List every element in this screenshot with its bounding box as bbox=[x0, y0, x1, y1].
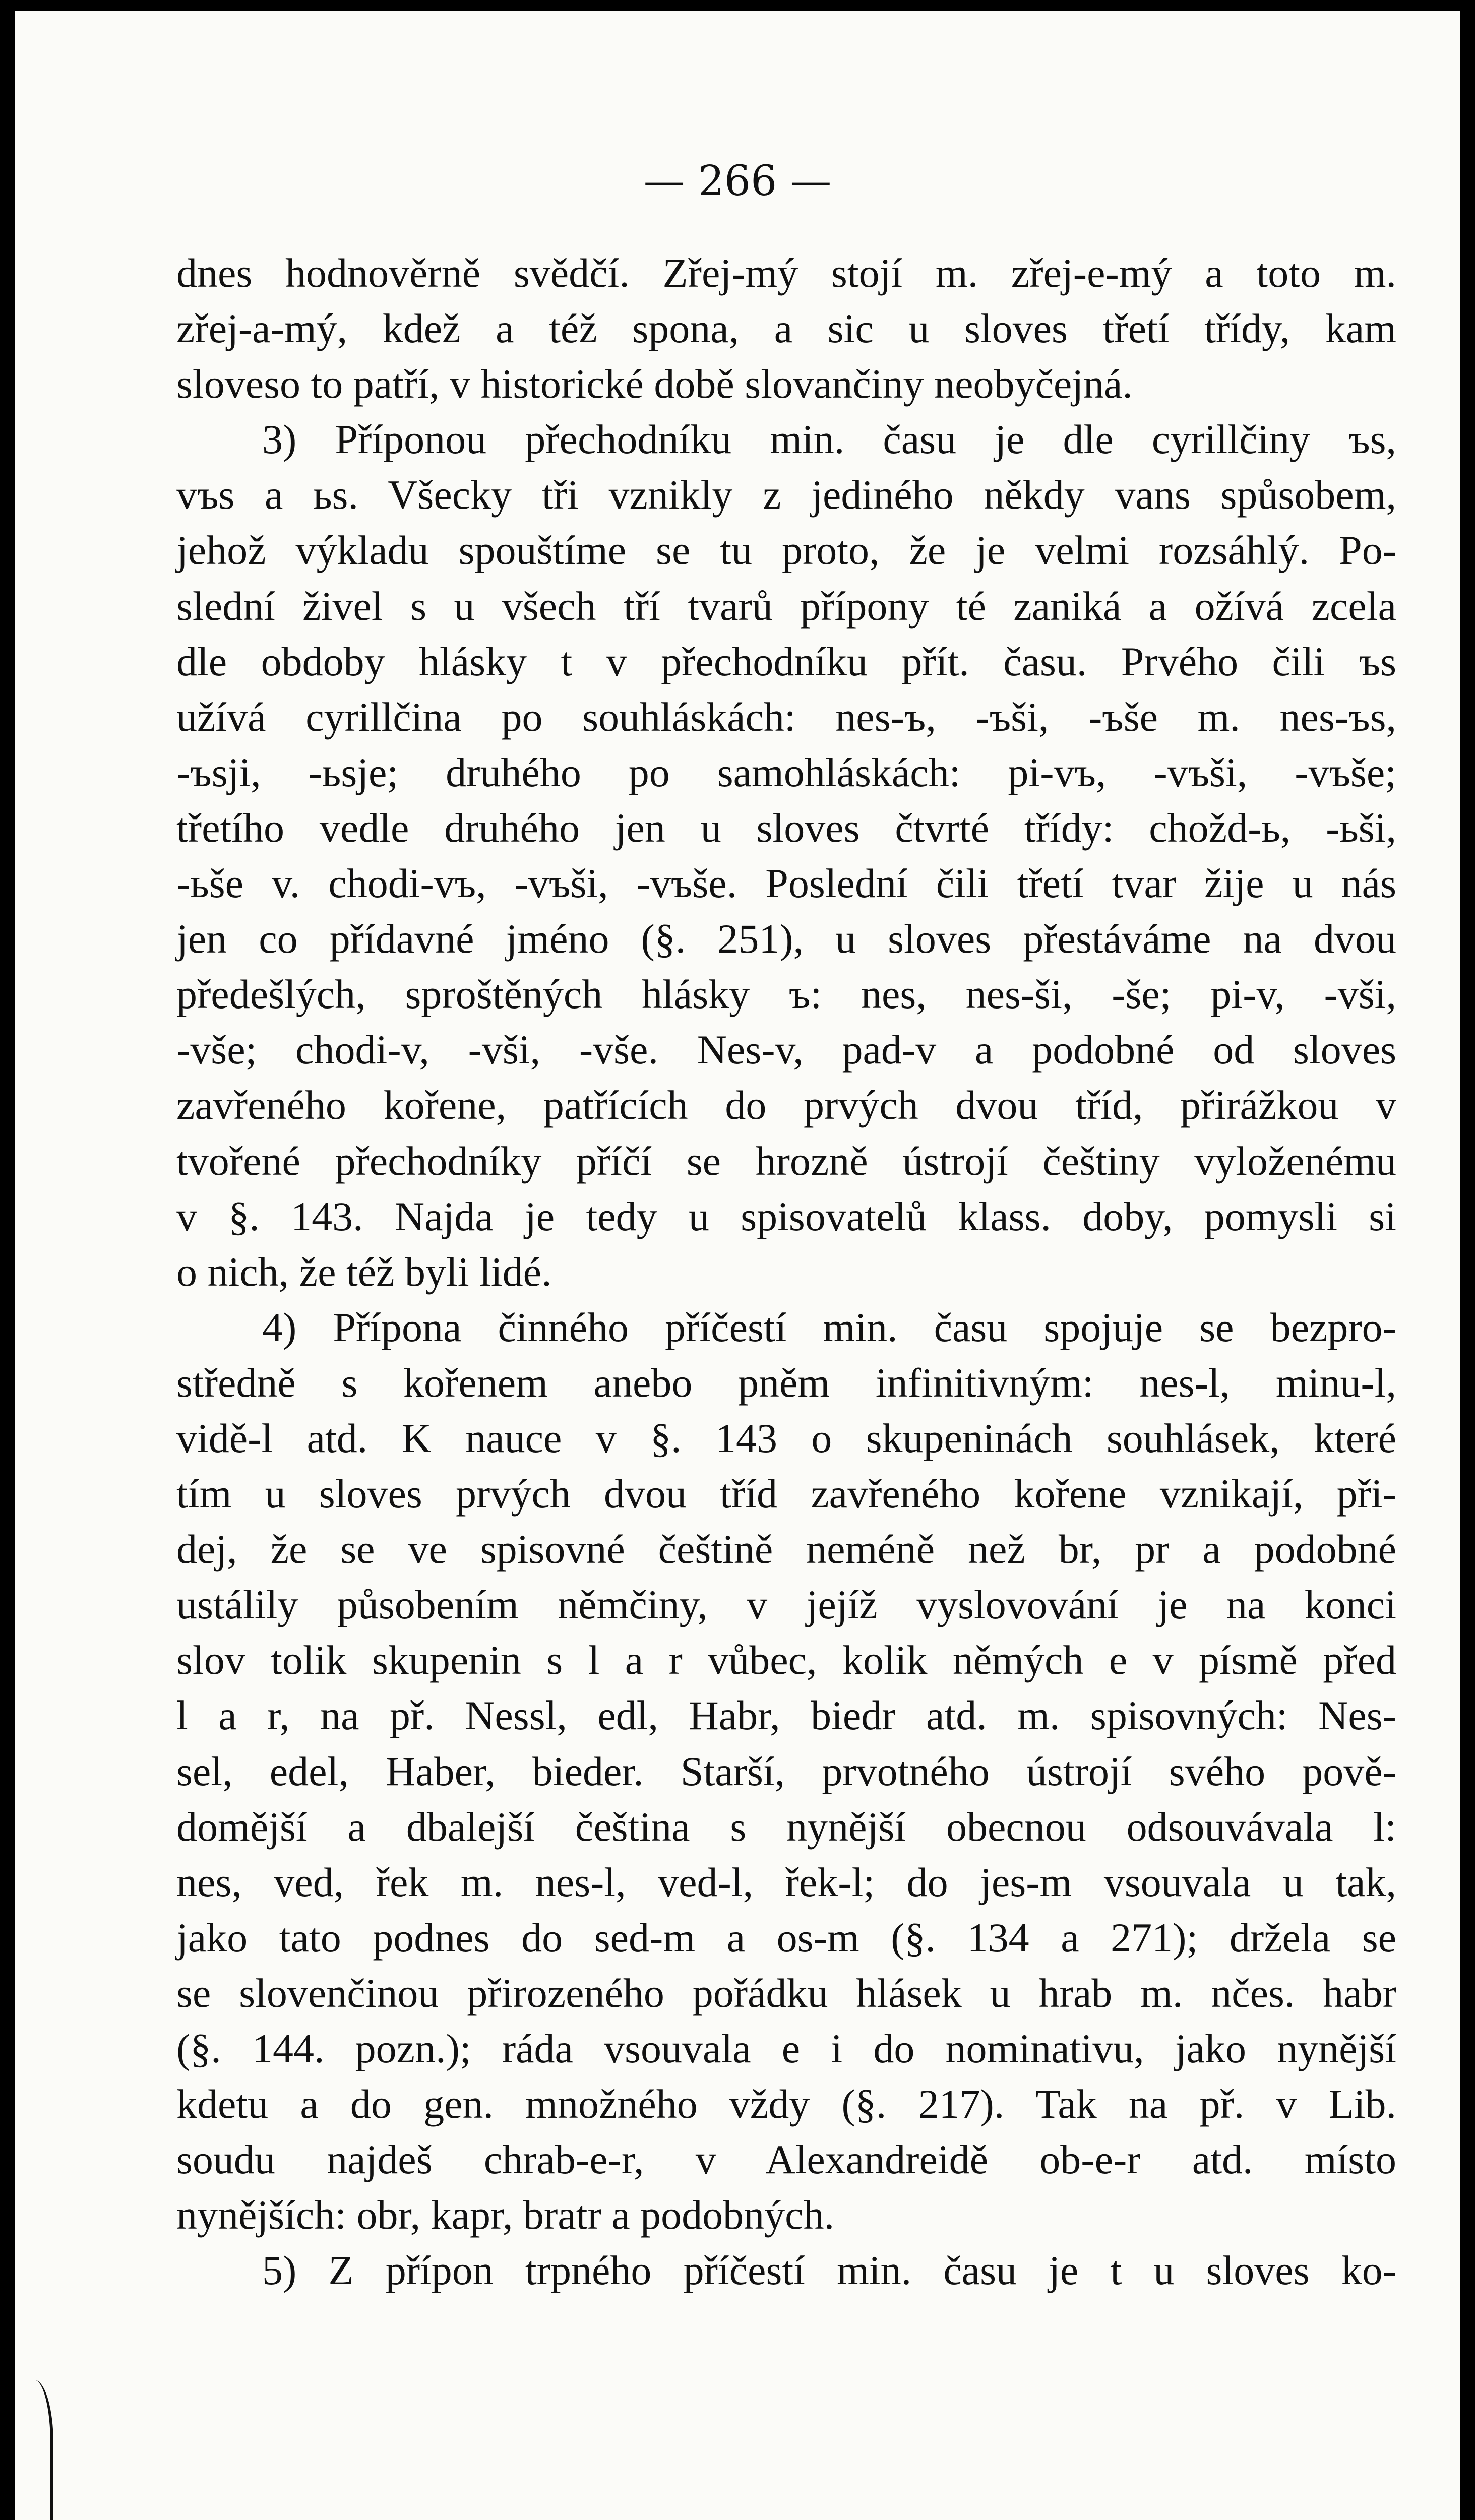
text-line: kdetu a do gen. množného vždy (§. 217). Tak na př. v Lib. bbox=[176, 2081, 1396, 2127]
text-line: l a r, na př. Nessl, edl, Habr, biedr atd. m. spisovných: Nes- bbox=[176, 1692, 1396, 1739]
text-line: ustálily působením němčiny, v jejíž vyslovování je na konci bbox=[176, 1582, 1396, 1628]
text-line: dej, že se ve spisovné češtině neméně než br, pr a podobné bbox=[176, 1526, 1396, 1572]
page-number: — 266 — bbox=[643, 157, 832, 205]
text-line: -ъsji, -ьsje; druhého po samohláskách: pi-vъ, -vъši, -vъše; bbox=[176, 749, 1396, 795]
text-line: jehož výkladu spouštíme se tu proto, že je velmi rozsáhlý. Po- bbox=[176, 527, 1396, 574]
text-line: vъs a ьs. Všecky tři vznikly z jediného někdy vans spůsobem, bbox=[176, 472, 1396, 518]
text-line: sloveso to patří, v historické době slovančiny neobyčejná. bbox=[176, 361, 1133, 407]
text-line: slov tolik skupenin s l a r vůbec, kolik němých e v písmě před bbox=[176, 1637, 1396, 1683]
text-line: 4) Přípona činného příčestí min. času spojuje se bezpro- bbox=[262, 1304, 1396, 1350]
text-line: tím u sloves prvých dvou tříd zavřeného kořene vznikají, při- bbox=[176, 1471, 1396, 1517]
text-line: slední živel s u všech tří tvarů přípony té zaniká a ožívá zcela bbox=[176, 583, 1396, 629]
text-line: 3) Příponou přechodníku min. času je dle cyrillčiny ъs, bbox=[262, 416, 1396, 463]
text-line: nes, ved, řek m. nes-l, ved-l, řek-l; do jes-m vsouvala u tak, bbox=[176, 1859, 1396, 1905]
text-line: dle obdoby hlásky t v přechodníku přít. času. Prvého čili ъs bbox=[176, 638, 1396, 684]
text-line: zavřeného kořene, patřících do prvých dvou tříd, přirážkou v bbox=[176, 1082, 1396, 1128]
text-line: -vše; chodi-v, -vši, -vše. Nes-v, pad-v a podobné od sloves bbox=[176, 1027, 1396, 1073]
book-page bbox=[15, 11, 1460, 2520]
text-line: nynějších: obr, kapr, bratr a podobných. bbox=[176, 2192, 835, 2238]
scan-edge bbox=[15, 2380, 53, 2520]
text-line: 5) Z přípon trpného příčestí min. času je t u sloves ko- bbox=[262, 2247, 1396, 2294]
text-line: tvořené přechodníky příčí se hrozně ústrojí češtiny vyloženému bbox=[176, 1138, 1396, 1184]
text-line: jen co přídavné jméno (§. 251), u sloves přestáváme na dvou bbox=[176, 916, 1396, 962]
text-line: jako tato podnes do sed-m a os-m (§. 134 a 271); držela se bbox=[176, 1914, 1396, 1961]
text-line: předešlých, sproštěných hlásky ъ: nes, nes-ši, -še; pi-v, -vši, bbox=[176, 971, 1396, 1018]
text-line: dnes hodnověrně svědčí. Zřej-mý stojí m. zřej-e-mý a toto m. bbox=[176, 250, 1396, 296]
text-line: domější a dbalejší čeština s nynější obecnou odsouvávala l: bbox=[176, 1803, 1396, 1850]
text-line: o nich, že též byli lidé. bbox=[176, 1248, 552, 1295]
text-line: středně s kořenem anebo pněm infinitivným: nes-l, minu-l, bbox=[176, 1359, 1396, 1406]
text-line: vidě-l atd. K nauce v §. 143 o skupeninách souhlásek, které bbox=[176, 1415, 1396, 1461]
text-line: třetího vedle druhého jen u sloves čtvrté třídy: chožd-ь, -ьši, bbox=[176, 804, 1396, 851]
text-line: soudu najdeš chrab-e-r, v Alexandreidě ob-e-r atd. místo bbox=[176, 2136, 1396, 2183]
text-line: užívá cyrillčina po souhláskách: nes-ъ, -ъši, -ъše m. nes-ъs, bbox=[176, 694, 1396, 740]
text-line: -ьše v. chodi-vъ, -vъši, -vъše. Poslední čili třetí tvar žije u nás bbox=[176, 860, 1396, 907]
text-body bbox=[176, 245, 1396, 2298]
text-line: zřej-a-mý, kdež a též spona, a sic u sloves třetí třídy, kam bbox=[176, 305, 1396, 352]
text-line: se slovenčinou přirozeného pořádku hlásek u hrab m. nčes. habr bbox=[176, 1970, 1396, 2016]
text-line: (§. 144. pozn.); ráda vsouvala e i do nominativu, jako nynější bbox=[176, 2026, 1396, 2071]
text-line: sel, edel, Haber, bieder. Starší, prvotného ústrojí svého pově- bbox=[176, 1748, 1396, 1794]
text-line: v §. 143. Najda je tedy u spisovatelů klass. doby, pomysli si bbox=[176, 1193, 1396, 1239]
